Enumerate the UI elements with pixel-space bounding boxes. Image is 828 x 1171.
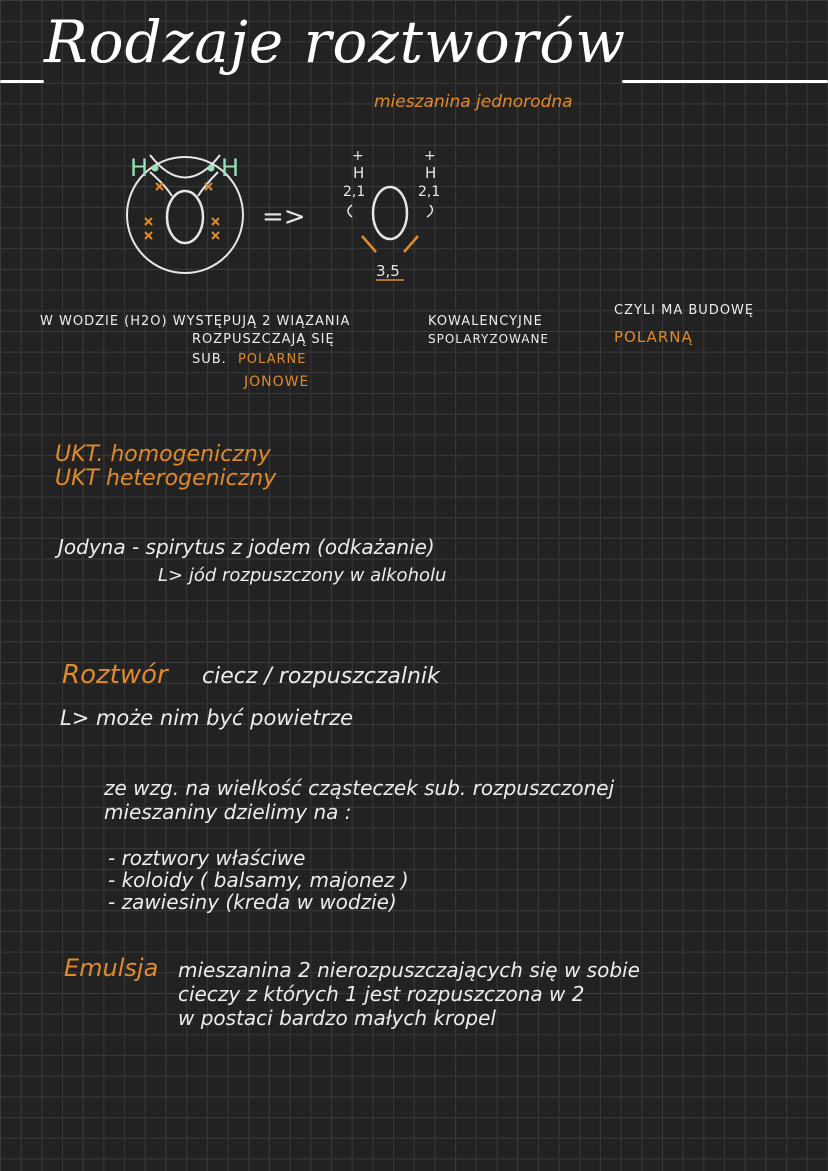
division-item-1: - roztwory właściwe	[108, 846, 306, 870]
left-electron-dot-1	[152, 165, 159, 172]
left-h2: H	[221, 154, 240, 182]
emulsja-line1: mieszanina 2 nierozpuszczających się w sobie	[178, 958, 640, 982]
ukt-homogeniczny: UKT. homogeniczny	[55, 442, 271, 467]
left-h1: H	[130, 154, 149, 182]
jodyna-line2: L> jód rozpuszczony w alkoholu	[158, 565, 447, 586]
division-item-3: - zawiesiny (kreda w wodzie)	[108, 890, 397, 914]
water-molecule-right	[343, 148, 440, 280]
water-note-spolaryzowane: SPOLARYZOWANE	[428, 332, 550, 346]
right-h2: H	[425, 164, 437, 182]
roztwor-label: Roztwór	[62, 660, 168, 690]
water-note-kowalencyjne: KOWALENCYJNE	[428, 314, 543, 329]
ukt-heterogeniczny: UKT heterogeniczny	[55, 466, 277, 491]
water-molecule-left	[127, 154, 243, 273]
page-subtitle: mieszanina jednorodna	[374, 92, 573, 112]
water-molecule-diagram	[0, 0, 828, 300]
division-item-2: - koloidy ( balsamy, majonez )	[108, 868, 409, 892]
emulsja-line2: cieczy z których 1 jest rozpuszczona w 2	[178, 982, 585, 1006]
right-h1: H	[353, 164, 365, 182]
sub-polarne: POLARNE	[237, 352, 307, 367]
oxygen-atom	[167, 191, 203, 243]
division-line1: ze wzg. na wielkość cząsteczek sub. rozpuszczonej	[104, 776, 615, 800]
roztwor-sub: L> może nim być powietrze	[60, 706, 354, 730]
svg-text:+: +	[352, 148, 364, 164]
right-en2: 2,1	[418, 184, 441, 200]
oxygen-atom-right	[373, 187, 407, 239]
water-note-line3	[192, 352, 306, 367]
left-electron-dot-2	[208, 165, 215, 172]
water-note-czyli: CZYLI MA BUDOWĘ	[614, 303, 755, 318]
right-en1: 2,1	[343, 184, 366, 200]
emulsja-label: Emulsja	[64, 954, 159, 982]
division-line2: mieszaniny dzielimy na :	[104, 800, 352, 824]
oxygen-en: 3,5	[376, 262, 400, 280]
sub-prefix: SUB.	[192, 352, 227, 367]
water-note-line1: W WODZIE (H2O) WYSTĘPUJĄ 2 WIĄZANIA	[40, 314, 351, 329]
roztwor-text: ciecz / rozpuszczalnik	[202, 664, 440, 689]
water-note-polarna: POLARNĄ	[614, 328, 693, 346]
transform-arrow: =>	[262, 202, 306, 232]
water-note-line2: ROZPUSZCZAJĄ SIĘ	[192, 332, 335, 347]
svg-text:+: +	[424, 148, 436, 164]
jodyna-line1: Jodyna - spirytus z jodem (odkażanie)	[58, 535, 435, 559]
emulsja-line3: w postaci bardzo małych kropel	[178, 1006, 496, 1030]
water-note-jonowe: JONOWE	[244, 374, 310, 390]
page-title: Rodzaje roztworów	[44, 8, 626, 76]
